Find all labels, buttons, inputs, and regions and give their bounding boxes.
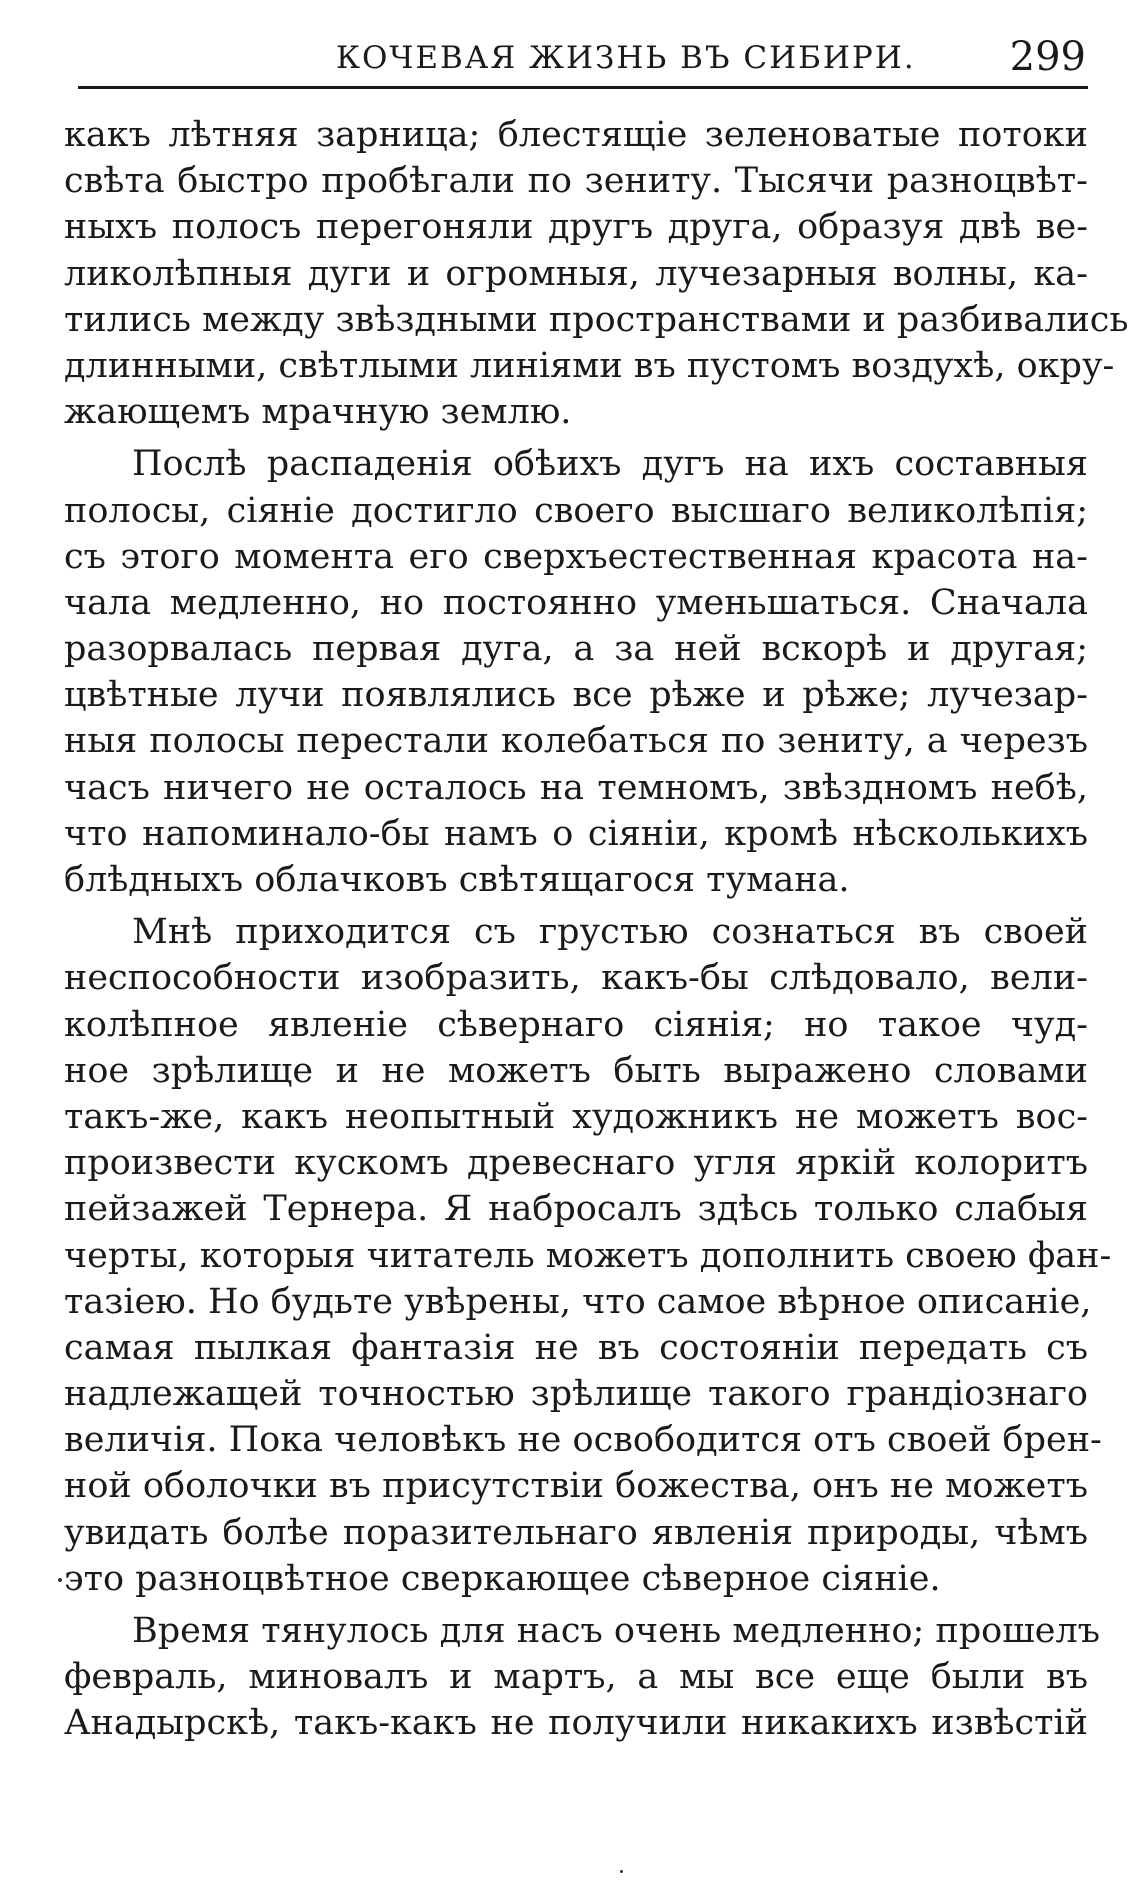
- text-line: пейзажей Тернера. Я набросалъ здѣсь только слабыя: [64, 1189, 1088, 1230]
- text-line: Мнѣ приходится съ грустью сознаться въ своей: [132, 912, 1088, 953]
- text-line: тазіею. Но будьте увѣрены, что самое вѣрное описаніе,: [64, 1281, 1092, 1322]
- running-head: [78, 34, 1086, 84]
- text-line: чала медленно, но постоянно уменьшаться. Сначала: [64, 582, 1088, 623]
- text-line: тились между звѣздными пространствами и разбивались: [64, 299, 1129, 340]
- text-line: величія. Пока человѣкъ не освободится отъ своей брен-: [64, 1420, 1102, 1461]
- text-line: какъ лѣтняя зарница; блестящіе зеленоватые потоки: [64, 115, 1088, 155]
- text-line: что напоминало-бы намъ о сіяніи, кромѣ нѣсколькихъ: [64, 813, 1088, 854]
- text-line: съ этого момента его сверхъестественная красота на-: [64, 536, 1088, 577]
- text-line: ликолѣпныя дуги и огромныя, лучезарныя волны, ка-: [64, 253, 1088, 294]
- text-line: такъ-же, какъ неопытный художникъ не можетъ вос-: [64, 1096, 1088, 1137]
- text-line: свѣта быстро пробѣгали по зениту. Тысячи разноцвѣт-: [64, 161, 1088, 202]
- text-line: ное зрѣлище и не можетъ быть выражено словами: [64, 1050, 1088, 1091]
- text-line: полосы, сіяніе достигло своего высшаго великолѣпія;: [64, 490, 1088, 531]
- text-line: увидать болѣе поразительнаго явленія природы, чѣмъ: [64, 1512, 1088, 1553]
- paragraph: [64, 1608, 1100, 1747]
- text-line: ныхъ полосъ перегоняли другъ друга, образуя двѣ ве-: [64, 207, 1088, 248]
- page-number: 299: [1009, 34, 1086, 80]
- text-line: Послѣ распаденія обѣихъ дугъ на ихъ составныя: [132, 444, 1088, 485]
- text-line: жающемъ мрачную землю.: [64, 392, 572, 433]
- text-line: блѣдныхъ облачковъ свѣтящагося тумана.: [64, 860, 850, 900]
- text-line: Время тянулось для насъ очень медленно; прошелъ: [132, 1611, 1100, 1651]
- print-speck: [58, 1578, 62, 1582]
- text-line: черты, которыя читатель можетъ дополнить своею фан-: [64, 1235, 1112, 1276]
- text-line: длинными, свѣтлыми линіями въ пустомъ воздухѣ, окру-: [64, 345, 1115, 386]
- text-line: разорвалась первая дуга, а за ней вскорѣ и другая;: [64, 629, 1088, 670]
- text-line: часъ ничего не осталось на темномъ, звѣздномъ небѣ,: [64, 767, 1088, 808]
- text-line: неспособности изобразить, какъ-бы слѣдовало, вели-: [64, 958, 1088, 999]
- text-line: надлежащей точностью зрѣлище такого грандіознаго: [64, 1374, 1088, 1415]
- header-rule: [78, 86, 1088, 89]
- text-line: ной оболочки въ присутствіи божества, онъ не можетъ: [64, 1466, 1088, 1507]
- text-line: колѣпное явленіе сѣвернаго сіянія; но такое чуд-: [64, 1004, 1088, 1045]
- body-text: [64, 112, 1129, 1753]
- text-line: Анадырскѣ, такъ-какъ не получили никакихъ извѣстій: [64, 1703, 1088, 1744]
- paragraph: [64, 909, 1112, 1602]
- print-speck: [620, 1870, 623, 1873]
- paragraph: [64, 441, 1088, 903]
- paragraph: [64, 112, 1129, 435]
- text-line: февраль, миновалъ и мартъ, а мы все еще были въ: [64, 1657, 1088, 1698]
- text-line: самая пылкая фантазія не въ состояніи передать съ: [64, 1327, 1088, 1368]
- text-line: это разноцвѣтное сверкающее сѣверное сіяніе.: [64, 1558, 941, 1599]
- text-line: ныя полосы перестали колебаться по зениту, а черезъ: [64, 721, 1088, 762]
- text-line: цвѣтные лучи появлялись все рѣже и рѣже; лучезар-: [64, 675, 1088, 716]
- text-line: произвести кускомъ древеснаго угля яркій колоритъ: [64, 1143, 1088, 1184]
- running-title: КОЧЕВАЯ ЖИЗНЬ ВЪ СИБИРИ.: [336, 40, 916, 76]
